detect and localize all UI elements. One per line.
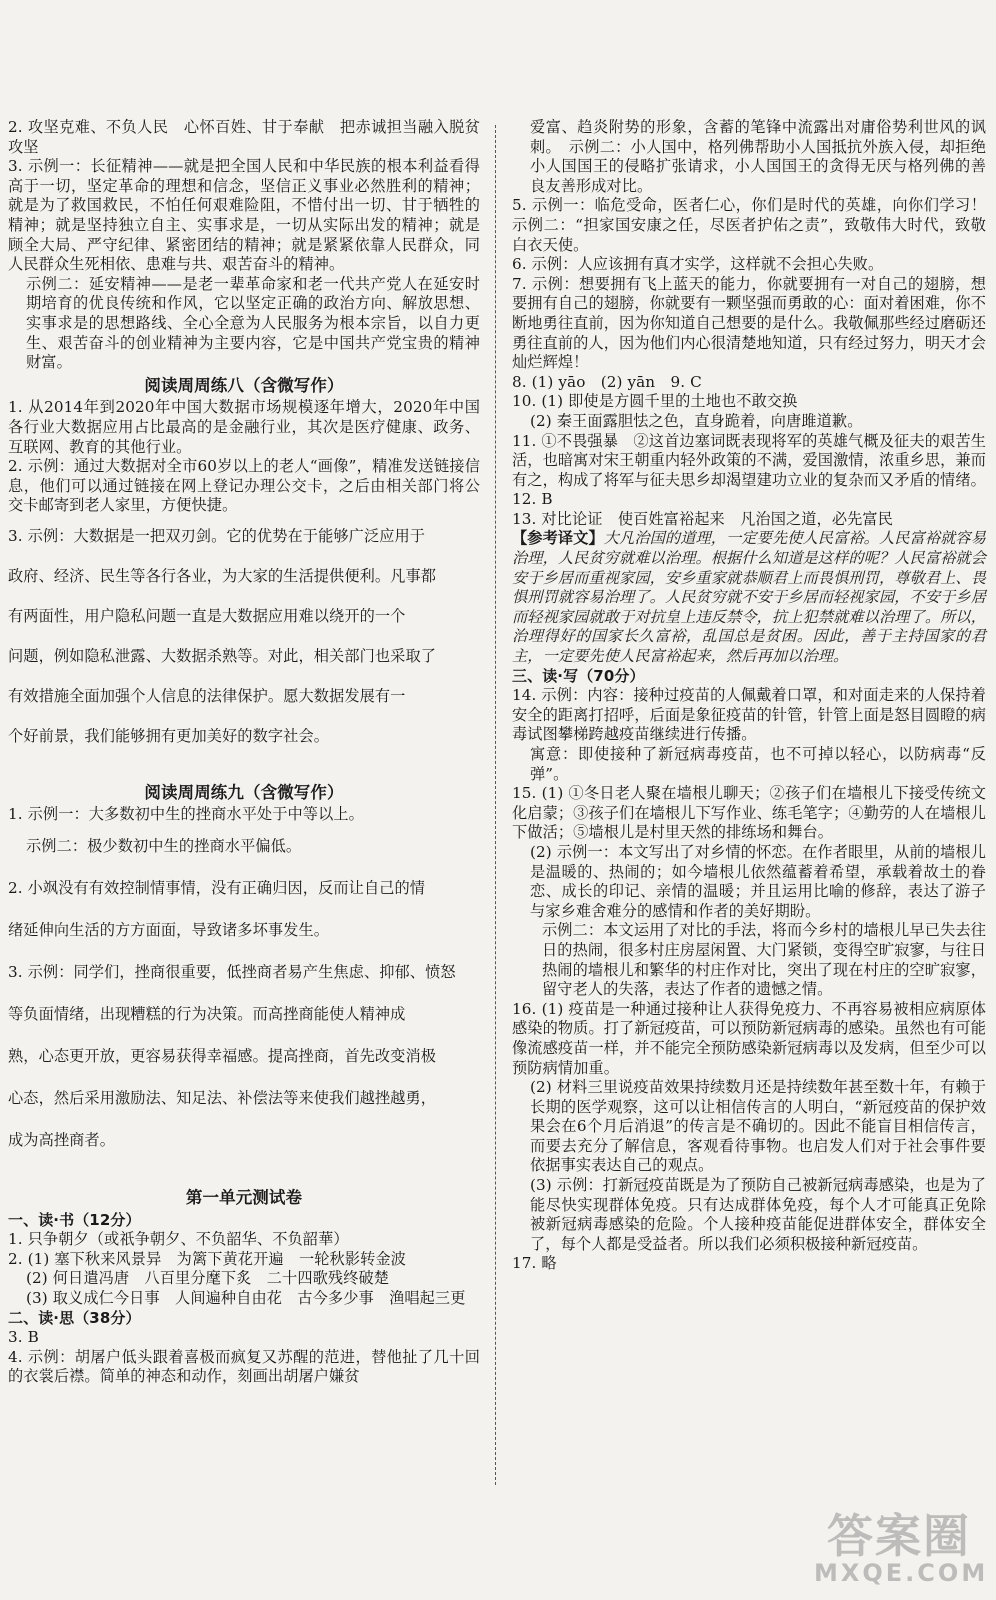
unit-answer-17: 17. 略: [512, 1254, 557, 1273]
unit-answer-15-1: 15. (1) ①冬日老人聚在墙根儿聊天；②孩子们在墙根儿下接受传统文化启蒙；③孩子们在墙根儿下写作业、练毛笔字；④勤劳的人在墙根儿下做活；⑤墙根儿是村里天然的排练场和舞台。: [512, 784, 986, 842]
writing-line: 有效措施全面加强个人信息的法律保护。愿大数据发展有一: [8, 686, 406, 705]
writing-line: 问题，例如隐私泄露、大数据杀熟等。对此，相关部门也采取了: [8, 646, 437, 665]
writing-line: 熟，心态更开放，更容易获得幸福感。提高挫商，首先改变消极: [8, 1047, 437, 1066]
week9-answer-1-example-2: 示例二：极少数初中生的挫商水平偏低。: [26, 837, 302, 856]
week9-answer-1-example-1: 1. 示例一：大多数初中生的挫商水平处于中等以上。: [8, 805, 364, 824]
unit-answer-2-3: (3) 取义成仁今日事 人间遍种自由花 古今多少事 渔唱起三更: [26, 1289, 466, 1308]
unit-answer-12: 12. B: [512, 490, 553, 509]
writing-line: 等负面情绪，出现糟糕的行为决策。而高挫商能使人精神成: [8, 1005, 406, 1024]
unit-answer-11: 11. ①不畏强暴 ②这首边塞词既表现将军的英雄气概及征夫的艰苦生活，也暗寓对宋王朝重内轻外政策的不满，爱国激情，浓重乡思，兼而有之，构成了将军与征夫思乡却渴望建功立业的复杂而又矛盾的情绪。: [512, 431, 986, 489]
writing-line: 政府、经济、民生等各行各业，为大家的生活提供便利。凡事都: [8, 566, 437, 585]
unit-answer-14-meaning: 寓意：即使接种了新冠病毒疫苗，也不可掉以轻心，以防病毒“反弹”。: [530, 745, 986, 783]
unit-answer-15-2: (2) 示例一：本文写出了对乡情的怀恋。在作者眼里，从前的墙根儿是温暖的、热闹的；如今墙根儿依然蕴蓄着希望，承载着故土的眷恋、成长的印记、亲情的温暖；并且运用比喻的修辞，表达了游子与家乡难舍难分的感情和作者的美好期盼。: [530, 842, 986, 920]
writing-line: 3. 示例：同学们，挫商很重要，低挫商者易产生焦虑、抑郁、愤怒: [8, 963, 456, 982]
unit-answer-2-1: 2. (1) 塞下秋来风景异 为篱下黄花开遍 一轮秋影转金波: [8, 1249, 406, 1268]
unit-answer-16-3: (3) 示例：打新冠疫苗既是为了预防自己被新冠病毒感染，也是为了能尽快实现群体免疫。只有达成群体免疫，每个人才可能真正免除被新冠病毒感染的危险。个人接种疫苗能促进群体安全，群体安全了，每个人都是受益者。所以我们必须积极接种新冠疫苗。: [530, 1176, 986, 1253]
week9-answer-3: [8, 951, 480, 1161]
week8-answer-3: [8, 516, 480, 756]
writing-line: 个好前景，我们能够拥有更加美好的数字社会。: [8, 726, 330, 745]
unit-answer-1: 1. 只争朝夕（或祇争朝夕、不负韶华、不负韶華）: [8, 1230, 349, 1249]
unit-answer-6: 6. 示例：人应该拥有真才实学，这样就不会担心失败。: [512, 255, 884, 274]
unit-answer-13: 13. 对比论证 使百姓富裕起来 凡治国之道，必先富民: [512, 509, 893, 528]
watermark-logo-text: 答案圈: [827, 1509, 971, 1563]
unit-answer-8-9: 8. (1) yāo (2) yān 9. C: [512, 372, 702, 391]
writing-line: 成为高挫商者。: [8, 1131, 116, 1150]
unit-answer-2-2: (2) 何日遣冯唐 八百里分麾下炙 二十四歌残终破楚: [26, 1269, 390, 1288]
week8-answer-1: 1. 从2014年到2020年中国大数据市场规模逐年增大，2020年中国各行业大数据应用占比最高的是金融行业，其次是医疗健康、政务、互联网、教育的其他行业。: [8, 398, 480, 456]
translation-label: 【参考译文】: [512, 529, 604, 548]
unit-answer-5: 5. 示例一：临危受命，医者仁心，你们是时代的英雄，向你们学习！示例二：“担家国安康之任，尽医者护佑之责”，致敬伟大时代，致敬白衣天使。: [512, 196, 986, 254]
unit-answer-7: 7. 示例：想要拥有飞上蓝天的能力，你就要拥有一对自己的翅膀，想要拥有自己的翅膀，你就要有一颗坚强而勇敢的心：面对着困难，你不断地勇往直前，因为你知道自己想要的是什么。我敬佩那些经过磨砺还勇往直前的人，因为他们内心很清楚地知道，只有经过努力，明天才会灿烂辉煌！: [512, 274, 986, 372]
writing-line: 有两面性，用户隐私问题一直是大数据应用难以绕开的一个: [8, 606, 406, 625]
unit-answer-10-1: 10. (1) 即使是方圆千里的土地也不敢交换: [512, 392, 798, 411]
writing-line: 3. 示例：大数据是一把双刃剑。它的优势在于能够广泛应用于: [8, 526, 426, 545]
reference-translation: [512, 529, 986, 666]
watermark-domain: MXQE.COM: [814, 1559, 989, 1587]
column-divider: [495, 125, 496, 1485]
part-1-heading: 一、读·书（12分）: [8, 1210, 141, 1229]
site-watermark: [814, 1509, 989, 1592]
answer-3-example-2: 示例二：延安精神——是老一辈革命家和老一代共产党人在延安时期培育的优良传统和作风，它以坚定正确的政治方向、解放思想、实事求是的思想路线、全心全意为人民服务为根本宗旨，以自力更生、艰苦奋斗的创业精神为主要内容，它是中国共产党宝贵的精神财富。: [26, 274, 480, 372]
left-column: [8, 118, 480, 1580]
unit-answer-4-continued: 爱富、趋炎附势的形象，含蓄的笔锋中流露出对庸俗势利世风的讽刺。 示例二：小人国中，格列佛帮助小人国抵抗外族入侵，却拒绝小人国国王的侵略扩张请求，小人国国王的贪得无厌与格列佛的善良友善形成对比。: [530, 118, 986, 195]
part-3-heading: 三、读·写（70分）: [512, 666, 645, 685]
unit-answer-14-content: 14. 示例：内容：接种过疫苗的人佩戴着口罩，和对面走来的人保持着安全的距离打招呼，后面是象征疫苗的针管，针管上面是怒目圆瞪的病毒试图攀梯跨越疫苗继续进行传播。: [512, 686, 986, 744]
unit-answer-3: 3. B: [8, 1328, 39, 1347]
writing-line: 2. 小飒没有有效控制情事情，没有正确归因，反而让自己的情: [8, 879, 426, 898]
unit-answer-16-2: (2) 材料三里说疫苗效果持续数月还是持续数年甚至数十年，有赖于长期的医学观察，这可以让相信传言的人明白，“新冠疫苗的保护效果会在6个月后消退”的传言是不确切的。因此不能盲目相信传言，而要去充分了解信息，客观看待事物。也启发人们对于社会事件要依据事实表达自己的观点。: [530, 1078, 986, 1175]
unit-answer-4: 4. 示例：胡屠户低头跟着喜极而疯复又苏醒的范进，替他扯了几十回的衣裳后襟。简单的神态和动作，刻画出胡屠户嫌贫: [8, 1347, 480, 1386]
unit-answer-16-1: 16. (1) 疫苗是一种通过接种让人获得免疫力、不再容易被相应病原体感染的物质。打了新冠疫苗，可以预防新冠病毒的感染。虽然也有可能像流感疫苗一样，并不能完全预防感染新冠病毒以及发病，但至少可以预防病情加重。: [512, 999, 986, 1077]
week8-answer-2: 2. 示例：通过大数据对全市60岁以上的老人“画像”，精准发送链接信息，他们可以通过链接在网上登记办理公交卡，之后由相关部门将公交卡邮寄到老人家里，方便快捷。: [8, 457, 480, 515]
week9-answer-2: [8, 867, 480, 951]
answer-3-example-1: 3. 示例一：长征精神——就是把全国人民和中华民族的根本利益看得高于一切，坚定革命的理想和信念，坚信正义事业必然胜利的精神；就是为了救国救民，不怕任何艰难险阻，不惜付出一切、甘于牺牲的精神；就是坚持独立自主、实事求是，一切从实际出发的精神；就是顾全大局、严守纪律、紧密团结的精神；就是紧紧依靠人民群众，同人民群众生死相依、患难与共、艰苦奋斗的精神。: [8, 157, 480, 274]
part-2-heading: 二、读·思（38分）: [8, 1308, 141, 1327]
unit-answer-10-2: (2) 秦王面露胆怯之色，直身跪着，向唐雎道歉。: [530, 411, 863, 430]
section-heading-week-8: 阅读周周练八（含微写作）: [144, 375, 344, 395]
writing-line: 绪延伸向生活的方方面面，导致诸多坏事发生。: [8, 921, 330, 940]
translation-text: 大凡治国的道理，一定要先使人民富裕。人民富裕就容易治理，人民贫穷就难以治理。根据什么知道是这样的呢？人民富裕就会安于乡居而重视家园，安乡重家就恭顺君上而畏惧刑罚，尊敬君上、畏惧刑罚就容易治理了。人民贫穷就不安于乡居而轻视家园，不安于乡居而轻视家园就敢于对抗皇上违反禁令，抗上犯禁就难以治理了。所以，治理得好的国家长久富裕，乱国总是贫困。因此，善于主持国家的君主，一定要先使人民富裕起来，然后再加以治理。: [512, 530, 986, 666]
section-heading-week-9: 阅读周周练九（含微写作）: [144, 782, 344, 802]
writing-line: 心态，然后采用激励法、知足法、补偿法等来使我们越挫越勇，: [8, 1089, 437, 1108]
answer-2: 2. 攻坚克难、不负人民 心怀百姓、甘于奉献 把赤诚担当融入脱贫攻坚: [8, 118, 480, 156]
right-column: [512, 118, 986, 1580]
unit-answer-15-2-example-2: 示例二：本文运用了对比的手法，将而今乡村的墙根儿早已失去往日的热闹，很多村庄房屋闲置、大门紧锁，变得空旷寂寥，与往日热闹的墙根儿和繁华的村庄作对比，突出了现在村庄的空旷寂寥，留守老人的失落，表达了作者的遗憾之情。: [542, 921, 986, 999]
section-heading-unit-test: 第一单元测试卷: [185, 1188, 303, 1208]
